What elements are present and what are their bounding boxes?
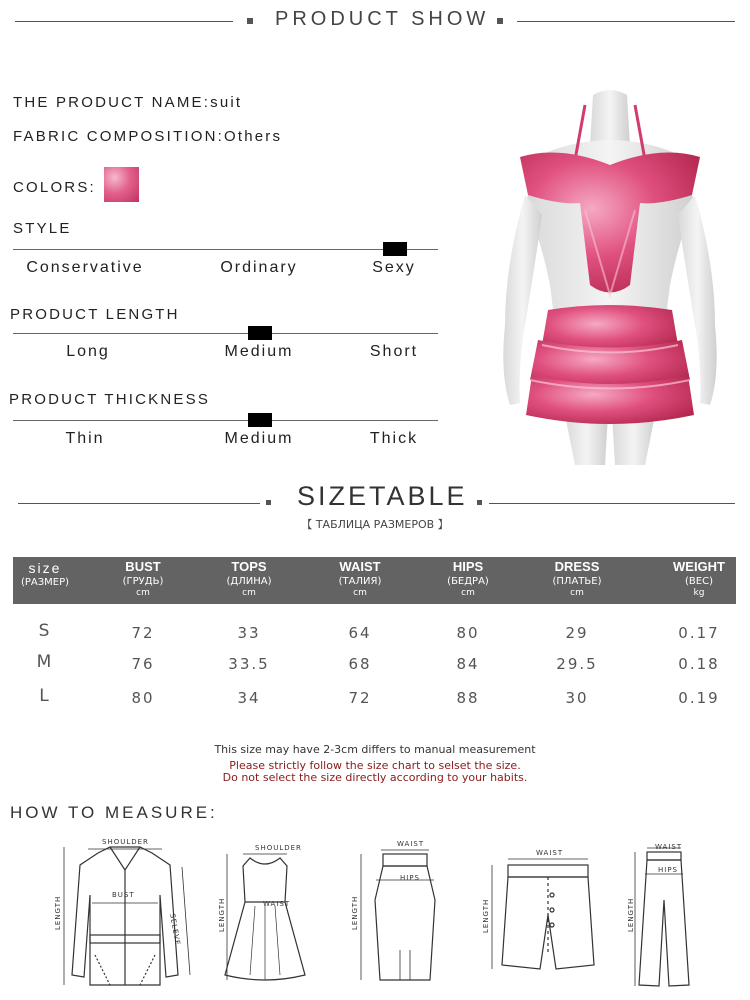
style-title: STYLE (13, 220, 72, 237)
row-s-weight: 0.17 (678, 624, 720, 642)
length-option-short: Short (369, 343, 419, 360)
color-swatch[interactable] (104, 167, 139, 202)
note-do-not-select: Do not select the size directly according to your habits. (222, 771, 528, 784)
row-m-waist: 68 (348, 655, 372, 673)
row-s-bust: 72 (131, 624, 155, 642)
row-l-hips: 88 (456, 689, 480, 707)
skirt-hips-label: HIPS (400, 874, 420, 882)
col-tops: TOPS (ДЛИНА) cm (226, 559, 272, 598)
thickness-selected-marker (248, 413, 272, 427)
header-left-square (247, 18, 253, 24)
row-m-dress: 29.5 (556, 655, 598, 673)
length-scale-line (13, 333, 438, 334)
pants-length-label: LENGTH (627, 897, 635, 932)
jacket-diagram (50, 835, 200, 995)
page-title: PRODUCT SHOW (275, 8, 490, 30)
row-s-dress: 29 (565, 624, 589, 642)
pants-diagram (625, 840, 705, 990)
fabric-value: Others (223, 128, 283, 145)
note-follow-chart: Please strictly follow the size chart to selset the size. (229, 759, 521, 772)
jacket-bust-label: BUST (112, 891, 135, 899)
jacket-icon (50, 835, 200, 995)
length-title: PRODUCT LENGTH (10, 306, 180, 323)
how-to-measure-title: HOW TO MEASURE: (10, 803, 218, 822)
skirt-diagram (345, 840, 445, 990)
style-scale-line (13, 249, 438, 250)
sizetable-title: SIZETABLE (297, 481, 468, 511)
row-s-tops: 33 (237, 624, 261, 642)
row-l-bust: 80 (131, 689, 155, 707)
shorts-length-label: LENGTH (482, 898, 490, 933)
product-name-value: suit (210, 94, 243, 111)
length-option-medium: Medium (224, 343, 294, 360)
row-l-dress: 30 (565, 689, 589, 707)
pants-icon (625, 840, 705, 990)
style-option-sexy: Sexy (372, 259, 416, 276)
style-option-conservative: Conservative (26, 259, 144, 276)
fabric-row (13, 128, 282, 145)
length-selected-marker (248, 326, 272, 340)
product-photo (480, 85, 740, 470)
col-size: size (РАЗМЕР) (20, 560, 70, 588)
skirt-waist-label: WAIST (397, 840, 425, 848)
sizetable-right-line (489, 503, 735, 504)
thickness-option-thick: Thick (369, 430, 419, 447)
header-left-line (15, 21, 233, 22)
dress-icon (215, 840, 315, 990)
row-s-hips: 80 (456, 624, 480, 642)
row-m-hips: 84 (456, 655, 480, 673)
row-m-weight: 0.18 (678, 655, 720, 673)
col-hips: HIPS (БЕДРА) cm (447, 559, 489, 598)
header-right-line (517, 21, 735, 22)
row-l-weight: 0.19 (678, 689, 720, 707)
jacket-length-label: LENGTH (54, 895, 62, 930)
shorts-icon (478, 845, 608, 975)
thickness-scale-line (13, 420, 438, 421)
header-right-square (497, 18, 503, 24)
jacket-sleeve-label: SELEVE (168, 913, 182, 947)
row-l-tops: 34 (237, 689, 261, 707)
row-m-tops: 33.5 (228, 655, 270, 673)
style-selected-marker (383, 242, 407, 256)
shorts-diagram (478, 845, 608, 975)
col-bust: BUST (ГРУДЬ) cm (122, 559, 164, 598)
sizetable-subtitle: 【 ТАБЛИЦА РАЗМЕРОВ 】 (301, 518, 449, 531)
sizetable-left-line (18, 503, 260, 504)
dress-length-label: LENGTH (218, 897, 226, 932)
jacket-shoulder-label: SHOULDER (102, 838, 149, 846)
col-waist: WAIST (ТАЛИЯ) cm (338, 559, 382, 598)
row-m-bust: 76 (131, 655, 155, 673)
style-option-ordinary: Ordinary (220, 259, 298, 276)
row-s-waist: 64 (348, 624, 372, 642)
dress-waist-label: WAIST (263, 900, 291, 908)
product-name-row (13, 94, 242, 111)
col-dress: DRESS (ПЛАТЬЕ) cm (552, 559, 602, 598)
fabric-label: FABRIC COMPOSITION: (13, 128, 224, 145)
thickness-option-medium: Medium (224, 430, 294, 447)
thickness-title: PRODUCT THICKNESS (9, 391, 211, 408)
shorts-waist-label: WAIST (536, 849, 564, 857)
sizetable-right-square (477, 500, 482, 505)
sizetable-left-square (266, 500, 271, 505)
thickness-option-thin: Thin (65, 430, 105, 447)
skirt-length-label: LENGTH (351, 895, 359, 930)
pants-waist-label: WAIST (655, 843, 683, 851)
row-l-size: L (39, 686, 51, 706)
row-l-waist: 72 (348, 689, 372, 707)
note-measurement: This size may have 2-3cm differs to manual measurement (214, 743, 536, 756)
row-s-size: S (38, 621, 52, 641)
pants-hips-label: HIPS (658, 866, 678, 874)
colors-label: COLORS: (13, 179, 96, 196)
size-table-header (13, 557, 736, 604)
skirt-icon (345, 840, 445, 990)
dress-diagram (215, 840, 315, 990)
length-option-long: Long (66, 343, 110, 360)
dress-shoulder-label: SHOULDER (255, 844, 302, 852)
product-name-label: THE PRODUCT NAME: (13, 94, 211, 111)
row-m-size: M (36, 652, 54, 672)
col-weight: WEIGHT (ВЕС) kg (673, 559, 725, 598)
